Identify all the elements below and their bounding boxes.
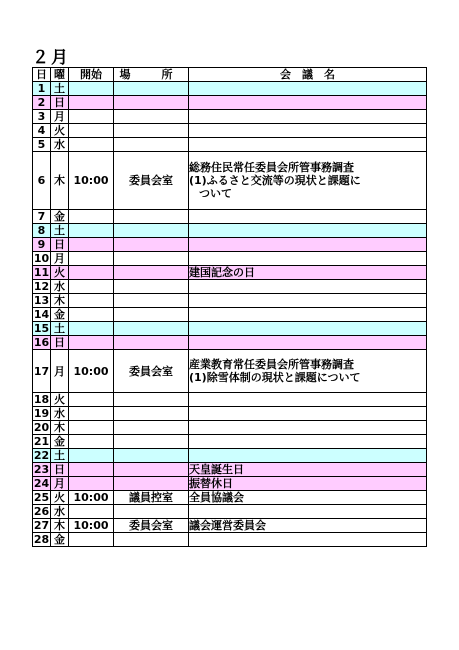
meeting-cell (189, 210, 427, 224)
table-row (33, 110, 427, 124)
start-time-cell (69, 294, 114, 308)
meeting-cell (189, 82, 427, 96)
meeting-cell (189, 138, 427, 152)
meeting-cell (189, 463, 427, 477)
start-time-cell: 10:00 (69, 350, 114, 393)
table-row (33, 449, 427, 463)
day-cell: 24 (33, 477, 50, 490)
table-row (33, 252, 427, 266)
start-time-cell (69, 138, 114, 152)
weekday-cell: 水 (51, 505, 69, 519)
meeting-cell (189, 407, 427, 421)
start-time-cell (69, 82, 114, 96)
place-cell (114, 252, 189, 266)
place-cell (114, 138, 189, 152)
weekday-cell: 月 (51, 110, 69, 124)
meeting-cell (189, 519, 427, 533)
table-row (33, 421, 427, 435)
place-cell (114, 505, 189, 519)
weekday-cell: 土 (51, 449, 69, 463)
header-meeting: 会 議 名 (189, 68, 427, 82)
weekday-cell: 火 (51, 266, 69, 280)
weekday-cell: 月 (51, 350, 69, 393)
day-cell: 12 (33, 280, 50, 293)
start-time-cell (69, 477, 114, 491)
table-row (33, 336, 427, 350)
weekday-cell: 木 (51, 152, 69, 210)
place-cell (114, 407, 189, 421)
place-cell (114, 266, 189, 280)
meeting-cell (189, 491, 427, 505)
start-time-cell (69, 505, 114, 519)
meeting-line: 総務住民常任委員会所管事務調査 (189, 161, 354, 174)
day-cell: 3 (33, 110, 51, 124)
meeting-cell (189, 421, 427, 435)
day-cell: 7 (33, 210, 51, 224)
weekday-cell: 月 (51, 252, 69, 266)
day-cell: 17 (33, 350, 51, 393)
place-cell (114, 477, 189, 491)
weekday-cell: 金 (51, 308, 69, 322)
meeting-line: 議会運営委員会 (189, 519, 266, 532)
day-cell: 26 (33, 505, 50, 518)
meeting-cell (189, 533, 427, 547)
day-cell: 16 (33, 336, 50, 349)
table-row (33, 210, 427, 224)
place-cell (114, 210, 189, 224)
place-cell (114, 421, 189, 435)
day-cell: 5 (33, 138, 51, 152)
meeting-cell (189, 336, 427, 350)
place-cell (114, 336, 189, 350)
start-time-cell (69, 266, 114, 280)
weekday-cell: 火 (51, 491, 69, 505)
place-cell: 委員会室 (114, 350, 189, 393)
start-time-cell (69, 252, 114, 266)
table-row (33, 152, 427, 210)
weekday-cell: 水 (51, 407, 69, 421)
weekday-cell: 月 (51, 477, 69, 491)
start-time-cell (69, 96, 114, 110)
table-row (33, 82, 427, 96)
table-row (33, 491, 427, 505)
day-cell: 23 (33, 463, 50, 476)
day-cell: 2 (33, 96, 51, 110)
day-cell: 9 (33, 238, 51, 252)
meeting-cell (189, 393, 427, 407)
day-cell: 6 (33, 152, 51, 210)
meeting-cell (189, 280, 427, 294)
place-cell (114, 224, 189, 238)
table-row (33, 266, 427, 280)
meeting-cell (189, 435, 427, 449)
meeting-line: 建国記念の日 (189, 266, 255, 279)
header-place: 場 所 (114, 68, 189, 82)
table-row (33, 505, 427, 519)
place-cell (114, 96, 189, 110)
start-time-cell (69, 435, 114, 449)
meeting-cell (189, 477, 427, 491)
place-cell: 議員控室 (114, 491, 189, 505)
meeting-cell (189, 96, 427, 110)
weekday-cell: 土 (51, 82, 69, 96)
weekday-cell: 日 (51, 336, 69, 350)
start-time-cell: 10:00 (69, 491, 114, 505)
month-title: ２月 (32, 48, 70, 68)
day-cell: 20 (33, 421, 50, 434)
table-row (33, 407, 427, 421)
table-row (33, 533, 427, 547)
meeting-cell (189, 350, 427, 393)
start-time-cell (69, 449, 114, 463)
table-row (33, 519, 427, 533)
start-time-cell: 10:00 (69, 152, 114, 210)
table-row (33, 138, 427, 152)
weekday-cell: 日 (51, 238, 69, 252)
place-cell (114, 449, 189, 463)
weekday-cell: 木 (51, 519, 69, 533)
day-cell: 14 (33, 308, 50, 321)
start-time-cell: 10:00 (69, 519, 114, 533)
day-cell: 19 (33, 407, 50, 420)
meeting-line: 産業教育常任委員会所管事務調査 (189, 358, 354, 371)
start-time-cell (69, 210, 114, 224)
day-cell: 11 (33, 266, 50, 279)
table-row (33, 463, 427, 477)
place-cell (114, 82, 189, 96)
weekday-cell: 火 (51, 124, 69, 138)
header-day: 日 (33, 68, 51, 82)
day-cell: 8 (33, 224, 51, 238)
table-row (33, 435, 427, 449)
meeting-cell (189, 308, 427, 322)
table-row (33, 96, 427, 110)
meeting-cell (189, 505, 427, 519)
header-start: 開始 (69, 68, 114, 82)
start-time-cell (69, 224, 114, 238)
place-cell (114, 463, 189, 477)
day-cell: 21 (33, 435, 50, 448)
table-row (33, 124, 427, 138)
day-cell: 13 (33, 294, 50, 307)
table-row (33, 280, 427, 294)
day-cell: 27 (33, 519, 50, 532)
start-time-cell (69, 124, 114, 138)
start-time-cell (69, 322, 114, 336)
start-time-cell (69, 533, 114, 547)
day-cell: 22 (33, 449, 50, 462)
weekday-cell: 木 (51, 294, 69, 308)
place-cell (114, 435, 189, 449)
weekday-cell: 日 (51, 463, 69, 477)
place-cell (114, 124, 189, 138)
start-time-cell (69, 280, 114, 294)
start-time-cell (69, 336, 114, 350)
meeting-cell (189, 294, 427, 308)
place-cell: 委員会室 (114, 152, 189, 210)
day-cell: 25 (33, 491, 50, 504)
place-cell (114, 393, 189, 407)
meeting-cell (189, 152, 427, 210)
meeting-cell (189, 224, 427, 238)
weekday-cell: 水 (51, 138, 69, 152)
place-cell (114, 308, 189, 322)
start-time-cell (69, 393, 114, 407)
table-row (33, 350, 427, 393)
weekday-cell: 土 (51, 224, 69, 238)
meeting-cell (189, 449, 427, 463)
table-row (33, 238, 427, 252)
place-cell (114, 280, 189, 294)
meeting-cell (189, 266, 427, 280)
start-time-cell (69, 110, 114, 124)
weekday-cell: 金 (51, 533, 69, 547)
schedule-body (33, 82, 427, 547)
meeting-line: 天皇誕生日 (189, 463, 244, 476)
table-row (33, 224, 427, 238)
place-cell (114, 533, 189, 547)
header-row (33, 68, 427, 82)
schedule-table (32, 67, 427, 547)
place-cell (114, 294, 189, 308)
place-cell (114, 110, 189, 124)
place-cell (114, 238, 189, 252)
header-weekday: 曜 (51, 68, 69, 82)
day-cell: 18 (33, 393, 50, 406)
meeting-line: ついて (199, 187, 232, 200)
table-row (33, 322, 427, 336)
start-time-cell (69, 407, 114, 421)
meeting-cell (189, 110, 427, 124)
table-row (33, 393, 427, 407)
table-row (33, 477, 427, 491)
meeting-line: (1)ふるさと交流等の現状と課題に (189, 174, 361, 187)
meeting-line: 振替休日 (189, 477, 233, 490)
meeting-cell (189, 238, 427, 252)
place-cell (114, 322, 189, 336)
place-cell: 委員会室 (114, 519, 189, 533)
start-time-cell (69, 463, 114, 477)
start-time-cell (69, 308, 114, 322)
weekday-cell: 土 (51, 322, 69, 336)
start-time-cell (69, 421, 114, 435)
weekday-cell: 金 (51, 435, 69, 449)
day-cell: 1 (33, 82, 51, 96)
weekday-cell: 水 (51, 280, 69, 294)
meeting-cell (189, 124, 427, 138)
weekday-cell: 火 (51, 393, 69, 407)
weekday-cell: 日 (51, 96, 69, 110)
meeting-line: (1)除雪体制の現状と課題について (189, 371, 361, 384)
table-row (33, 294, 427, 308)
meeting-line: 全員協議会 (189, 491, 244, 504)
table-row (33, 308, 427, 322)
day-cell: 4 (33, 124, 51, 138)
day-cell: 15 (33, 322, 50, 335)
day-cell: 10 (33, 252, 50, 265)
meeting-cell (189, 252, 427, 266)
meeting-cell (189, 322, 427, 336)
weekday-cell: 木 (51, 421, 69, 435)
start-time-cell (69, 238, 114, 252)
weekday-cell: 金 (51, 210, 69, 224)
day-cell: 28 (33, 533, 50, 546)
